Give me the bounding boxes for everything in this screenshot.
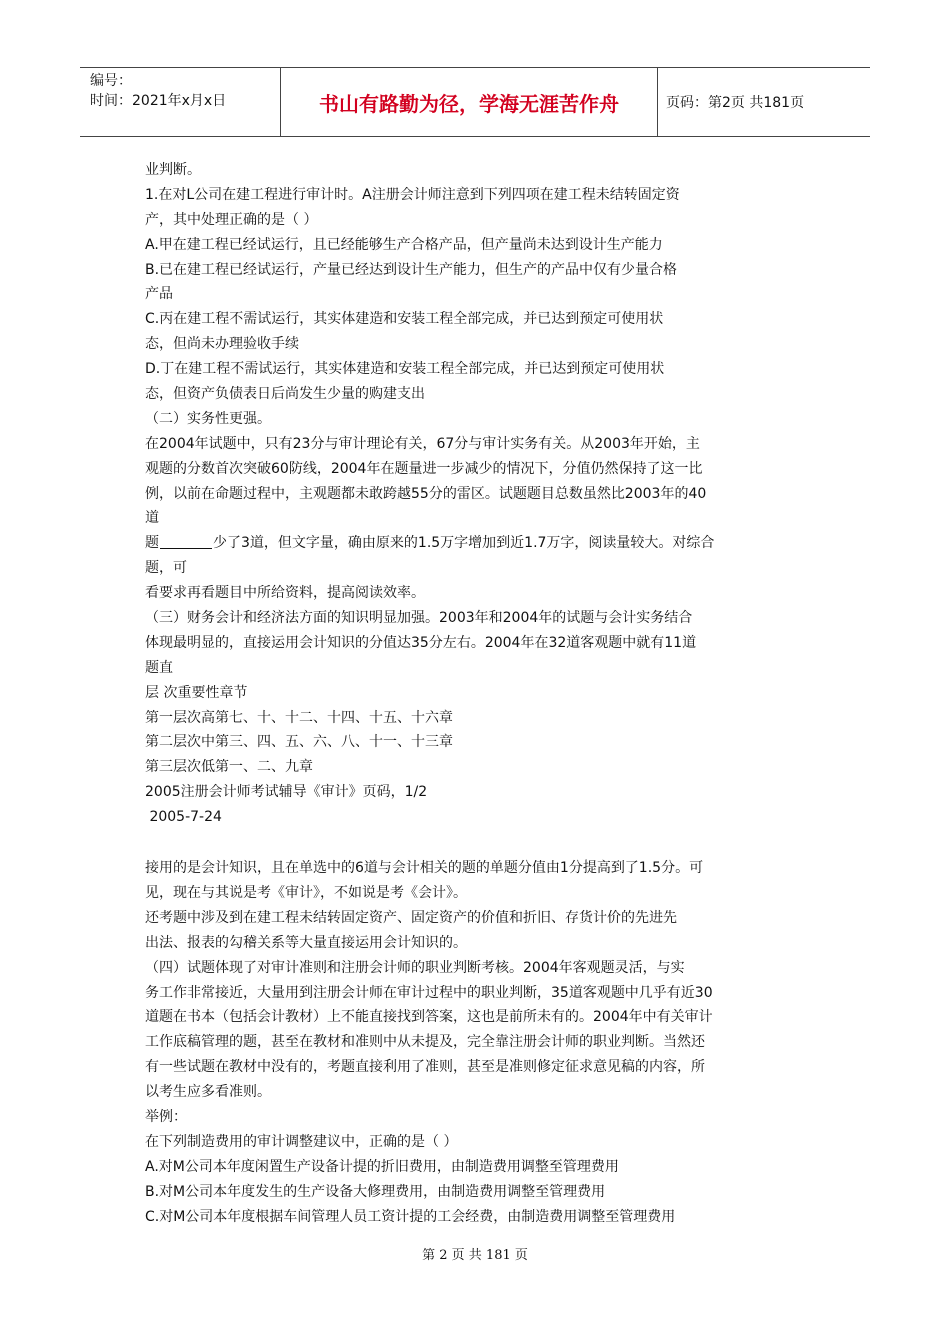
body-line: 1.在对L公司在建工程进行审计时。A注册会计师注意到下列四项在建工程未结转固定资 [145,186,680,203]
body-line: 例，以前在命题过程中，主观题都未敢跨越55分的雷区。试题题目总数虽然比2003年的40 [145,485,707,502]
body-line: 题直 [145,659,173,676]
blank-line-before: 题 [145,535,159,552]
body-line: 道 [145,510,159,527]
body-line: 产，其中处理正确的是（ ） [145,211,318,228]
document-time-label: 时间：2021年x月x日 [90,93,227,109]
body-line: 接用的是会计知识，且在单选中的6道与会计相关的题的单题分值由1分提高到了1.5分。可 [145,860,704,877]
body-line: A.甲在建工程已经试运行，且已经能够生产合格产品，但产量尚未达到设计生产能力 [145,236,663,253]
body-line: 道题在书本（包括会计教材）上不能直接找到答案，这也是前所未有的。2004年中有关审计 [145,1009,713,1026]
paragraph-gap [145,830,825,856]
header-motto: 书山有路勤为径，学海无涯苦作舟 [281,68,658,136]
body-line: 还考题中涉及到在建工程未结转固定资产、固定资产的价值和折旧、存货计价的先进先 [145,909,677,926]
body-line: 以考生应多看准则。 [145,1084,271,1101]
document-number-label: 编号： [90,73,132,89]
body-line: 2005-7-24 [145,809,222,826]
body-line: 层 次重要性章节 [145,684,248,701]
body-line: 观题的分数首次突破60防线，2004年在题量进一步减少的情况下，分值仍然保持了这一比 [145,460,703,477]
body-line: 第二层次中第三、四、五、六、八、十一、十三章 [145,734,453,751]
body-line: 工作底稿管理的题，甚至在教材和准则中从未提及，完全靠注册会计师的职业判断。当然还 [145,1034,705,1051]
document-body [145,158,825,1229]
body-line: 题，可 [145,560,187,577]
body-line: 业判断。 [145,162,201,178]
body-line: 体现最明显的，直接运用会计知识的分值达35分左右。2004年在32道客观题中就有11道 [145,634,697,651]
page-header [80,67,870,137]
header-meta [80,68,281,136]
body-line: 在下列制造费用的审计调整建议中，正确的是（ ） [145,1133,458,1150]
body-line: 看要求再看题目中所给资料，提高阅读效率。 [145,585,425,602]
page-footer: 第 2 页 共 181 页 [422,1248,528,1263]
body-line: （四）试题体现了对审计准则和注册会计师的职业判断考核。2004年客观题灵活，与实 [145,959,685,976]
blank-line-after: 少了3道，但文字量，确由原来的1.5万字增加到近1.7万字，阅读量较大。对综合 [213,535,715,552]
body-line: 务工作非常接近，大量用到注册会计师在审计过程中的职业判断，35道客观题中几乎有近30 [145,984,713,1001]
body-line: 态，但资产负债表日后尚发生少量的购建支出 [145,386,425,403]
body-line: C.对M公司本年度根据车间管理人员工资计提的工会经费，由制造费用调整至管理费用 [145,1208,676,1225]
body-line: 第一层次高第七、十、十二、十四、十五、十六章 [145,709,453,726]
body-line: A.对M公司本年度闲置生产设备计提的折旧费用，由制造费用调整至管理费用 [145,1158,619,1175]
body-line: 见，现在与其说是考《审计》，不如说是考《会计》。 [145,884,467,901]
body-line: 出法、报表的勾稽关系等大量直接运用会计知识的。 [145,934,467,951]
body-line: B.对M公司本年度发生的生产设备大修理费用，由制造费用调整至管理费用 [145,1183,606,1200]
body-line: 产品 [145,286,173,303]
body-line: 第三层次低第一、二、九章 [145,759,313,776]
body-line: 有一些试题在教材中没有的，考题直接利用了准则，甚至是准则修定征求意见稿的内容，所 [145,1059,705,1076]
underline-blank [160,534,212,549]
header-page-label: 页码：第2页 共181页 [666,95,805,111]
body-line-with-blank [145,531,825,556]
body-line: 态，但尚未办理验收手续 [145,336,299,353]
body-line: 举例： [145,1108,187,1125]
body-line: C.丙在建工程不需试运行，其实体建造和安装工程全部完成，并已达到预定可使用状 [145,311,664,328]
body-line: （三）财务会计和经济法方面的知识明显加强。2003年和2004年的试题与会计实务结合 [145,610,693,627]
body-line: D.丁在建工程不需试运行，其实体建造和安装工程全部完成，并已达到预定可使用状 [145,361,665,378]
body-line: B.已在建工程已经试运行，产量已经达到设计生产能力，但生产的产品中仅有少量合格 [145,261,678,278]
body-line: 2005注册会计师考试辅导《审计》页码，1/2 [145,784,428,801]
body-line: 在2004年试题中，只有23分与审计理论有关，67分与审计实务有关。从2003年开始，主 [145,435,700,452]
body-line: （二）实务性更强。 [145,410,271,427]
